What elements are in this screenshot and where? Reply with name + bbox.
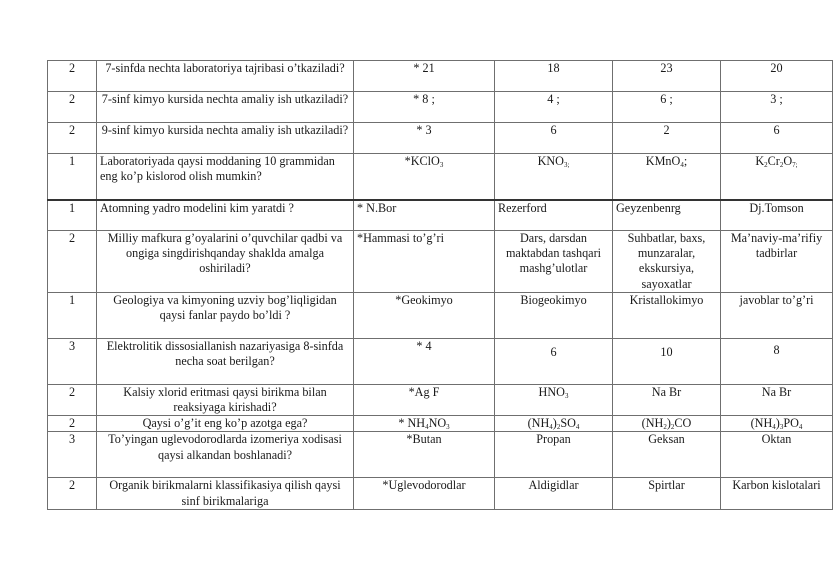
formula-text: (NH [750, 416, 773, 431]
answer-cell: *Hammasi to’g’ri [354, 231, 495, 293]
answer-cell: Suhbatlar, baxs, munzaralar, ekskursiya, sayoxatlar [613, 231, 721, 293]
question-cell: Milliy mafkura g’oyalarini o’quvchilar qadbi va ongiga singdirishqanday shaklda amalga oshiriladi? [97, 231, 354, 293]
formula-subscript: 2 [556, 423, 561, 432]
formula-text: CO [674, 416, 692, 431]
answer-cell [495, 154, 613, 200]
answer-cell: Oktan [721, 432, 833, 478]
answer-cell: 8 [721, 338, 833, 384]
formula-text: * NH [398, 416, 426, 431]
table-row [48, 231, 833, 293]
formula-subscript: 2 [663, 423, 667, 432]
answer-cell: Rezerford [495, 200, 613, 231]
answer-cell: *Ag F [354, 384, 495, 415]
formula-subscript: 4 [798, 423, 803, 432]
table-row [48, 384, 833, 415]
answer-cell: Spirtlar [613, 478, 721, 509]
answer-cell [354, 416, 495, 432]
formula-subscript: 2 [779, 161, 784, 169]
answer-cell [495, 384, 613, 415]
formula-text: KNO [537, 154, 564, 168]
formula-text: NO [428, 416, 447, 431]
formula-text: (NH [641, 416, 664, 431]
answer-cell: * N.Bor [354, 200, 495, 231]
answer-cell: 6 [495, 338, 613, 384]
answer-cell: 4 ; [495, 92, 613, 123]
formula-subscript: 7; [792, 161, 798, 169]
table-row [48, 123, 833, 154]
question-cell: To’yingan uglevodorodlarda izomeriya xodisasi qaysi alkandan boshlanadi? [97, 432, 354, 478]
answer-cell: 6 ; [613, 92, 721, 123]
formula-subscript: 3 [779, 423, 784, 432]
answer-cell [495, 416, 613, 432]
answer-cell: Na Br [721, 384, 833, 415]
question-cell: Qaysi o’g’it eng ko’p azotga ega? [97, 416, 354, 432]
formula-text: ) [552, 416, 557, 431]
answer-cell: 23 [613, 61, 721, 92]
answer-cell: 2 [613, 123, 721, 154]
difficulty-cell: 2 [48, 123, 97, 154]
answer-cell: 18 [495, 61, 613, 92]
difficulty-cell: 3 [48, 338, 97, 384]
quiz-table [47, 60, 833, 510]
difficulty-cell: 1 [48, 154, 97, 200]
answer-cell: 10 [613, 338, 721, 384]
difficulty-cell: 2 [48, 92, 97, 123]
formula-text: SO [560, 416, 576, 431]
answer-cell: *Geokimyo [354, 292, 495, 338]
formula-text: *KClO [404, 154, 440, 168]
answer-cell: Biogeokimyo [495, 292, 613, 338]
answer-cell: Geksan [613, 432, 721, 478]
difficulty-cell: 2 [48, 231, 97, 293]
answer-cell: Dj.Tomson [721, 200, 833, 231]
difficulty-cell: 2 [48, 61, 97, 92]
formula-text: KMnO [645, 154, 681, 168]
formula-text: PO [783, 416, 799, 431]
table-row [48, 338, 833, 384]
answer-cell: * 4 [354, 338, 495, 384]
difficulty-cell: 2 [48, 384, 97, 415]
formula-subscript: 4 [425, 423, 429, 432]
formula-subscript: 3 [564, 391, 569, 400]
answer-cell [354, 154, 495, 200]
difficulty-cell: 1 [48, 292, 97, 338]
table-row [48, 61, 833, 92]
answer-cell: Aldigidlar [495, 478, 613, 509]
formula-subscript: 2 [670, 423, 675, 432]
difficulty-cell: 2 [48, 478, 97, 509]
difficulty-cell: 3 [48, 432, 97, 478]
question-cell: 9-sinf kimyo kursida nechta amaliy ish utkaziladi? [97, 123, 354, 154]
question-cell: Laboratoriyada qaysi moddaning 10 grammidan eng ko’p kislorod olish mumkin? [97, 154, 354, 200]
formula-subscript: 2 [764, 161, 768, 169]
question-cell: 7-sinf kimyo kursida nechta amaliy ish utkaziladi? [97, 92, 354, 123]
table-row [48, 292, 833, 338]
answer-cell: 6 [495, 123, 613, 154]
answer-cell: Ma’naviy-ma’rifiy tadbirlar [721, 231, 833, 293]
formula-subscript: 4 [549, 423, 553, 432]
answer-cell: 20 [721, 61, 833, 92]
table-row [48, 200, 833, 231]
answer-cell: 6 [721, 123, 833, 154]
answer-cell: * 3 [354, 123, 495, 154]
answer-cell: Geyzenbenrg [613, 200, 721, 231]
table-row [48, 416, 833, 432]
answer-cell: Propan [495, 432, 613, 478]
formula-text: K [755, 154, 765, 168]
formula-subscript: 4 [772, 423, 776, 432]
formula-text: O [783, 154, 793, 168]
formula-subscript: 4 [680, 161, 684, 169]
answer-cell: javoblar to’g’ri [721, 292, 833, 338]
question-cell: Organik birikmalarni klassifikasiya qilish qaysi sinf birikmalariga [97, 478, 354, 509]
formula-subscript: 4 [575, 423, 580, 432]
formula-text: ; [683, 154, 688, 168]
answer-cell: * 8 ; [354, 92, 495, 123]
difficulty-cell: 1 [48, 200, 97, 231]
formula-text: ) [775, 416, 780, 431]
formula-text: Cr [767, 154, 780, 168]
difficulty-cell: 2 [48, 416, 97, 432]
table-row [48, 154, 833, 200]
question-cell: Atomning yadro modelini kim yaratdi ? [97, 200, 354, 231]
answer-cell: 3 ; [721, 92, 833, 123]
answer-cell [613, 154, 721, 200]
answer-cell: *Uglevodorodlar [354, 478, 495, 509]
answer-cell [721, 154, 833, 200]
formula-subscript: 3 [439, 161, 444, 169]
formula-text: (NH [527, 416, 550, 431]
question-cell: Kalsiy xlorid eritmasi qaysi birikma bilan reaksiyaga kirishadi? [97, 384, 354, 415]
formula-text: ) [666, 416, 671, 431]
formula-subscript: 3 [446, 423, 450, 432]
question-cell: 7-sinfda nechta laboratoriya tajribasi o’tkaziladi? [97, 61, 354, 92]
answer-cell: Dars, darsdan maktabdan tashqari mashg’ulotlar [495, 231, 613, 293]
answer-cell: Karbon kislotalari [721, 478, 833, 509]
table-row [48, 432, 833, 478]
answer-cell [721, 416, 833, 432]
formula-text: HNO [538, 384, 565, 399]
table-row [48, 92, 833, 123]
answer-cell: Na Br [613, 384, 721, 415]
question-cell: Elektrolitik dissosiallanish nazariyasiga 8-sinfda necha soat berilgan? [97, 338, 354, 384]
answer-cell: Kristallokimyo [613, 292, 721, 338]
answer-cell [613, 416, 721, 432]
question-cell: Geologiya va kimyoning uzviy bog’liqligidan qaysi fanlar paydo bo’ldi ? [97, 292, 354, 338]
answer-cell: *Butan [354, 432, 495, 478]
answer-cell: * 21 [354, 61, 495, 92]
formula-subscript: 3; [563, 161, 570, 169]
table-row [48, 478, 833, 509]
